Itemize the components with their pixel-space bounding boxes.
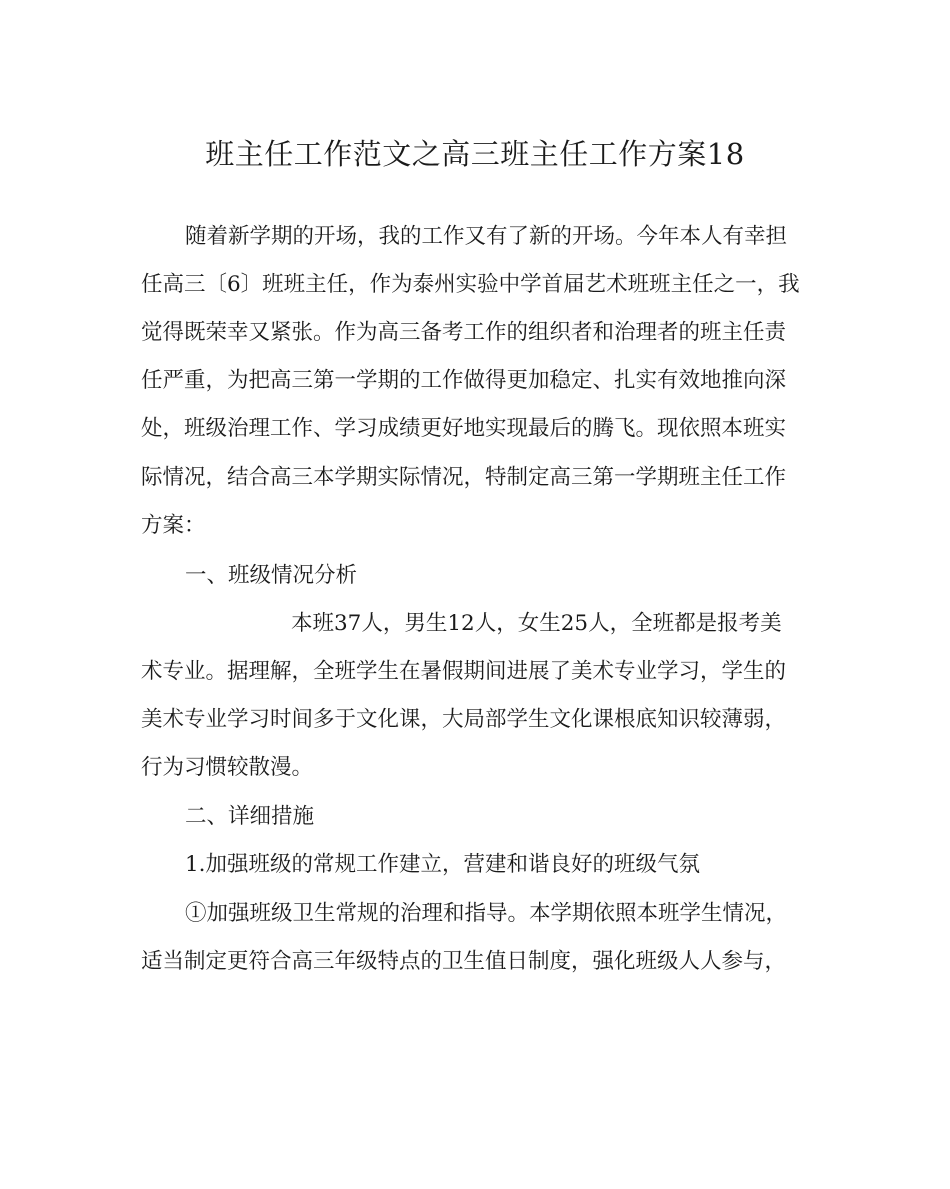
section-heading: 一、班级情况分析 [185,563,358,588]
paragraph-line: 处，班级治理工作、学习成绩更好地实现最后的腾飞。现依照本班实 [141,416,787,441]
paragraph-line: 行为习惯较散漫。 [141,755,314,780]
paragraph-line: 任严重，为把高三第一学期的工作做得更加稳定、扎实有效地推向深 [141,368,787,393]
paragraph-line: 任高三〔6〕班班主任，作为泰州实验中学首届艺术班班主任之一，我 [141,272,800,297]
paragraph-line: ①加强班级卫生常规的治理和指导。本学期依照本班学生情况， [185,901,788,926]
paragraph-line: 方案： [141,513,206,538]
document-title: 班主任工作范文之高三班主任工作方案18 [205,137,745,171]
paragraph-line: 适当制定更符合高三年级特点的卫生值日制度，强化班级人人参与， [141,949,787,974]
paragraph-line: 际情况，结合高三本学期实际情况，特制定高三第一学期班主任工作 [141,465,787,490]
paragraph-line: 美术专业学习时间多于文化课，大局部学生文化课根底知识较薄弱， [141,707,787,732]
paragraph-line: 觉得既荣幸又紧张。作为高三备考工作的组织者和治理者的班主任责 [141,320,787,345]
paragraph-line: 术专业。据理解，全班学生在暑假期间进展了美术专业学习，学生的 [141,659,787,684]
paragraph-line: 随着新学期的开场，我的工作又有了新的开场。今年本人有幸担 [185,224,788,249]
subsection-heading: 1.加强班级的常规工作建立，营建和谐良好的班级气氛 [185,852,701,877]
section-heading: 二、详细措施 [185,804,315,829]
paragraph-line: 本班37人，男生12人，女生25人，全班都是报考美 [291,611,782,636]
